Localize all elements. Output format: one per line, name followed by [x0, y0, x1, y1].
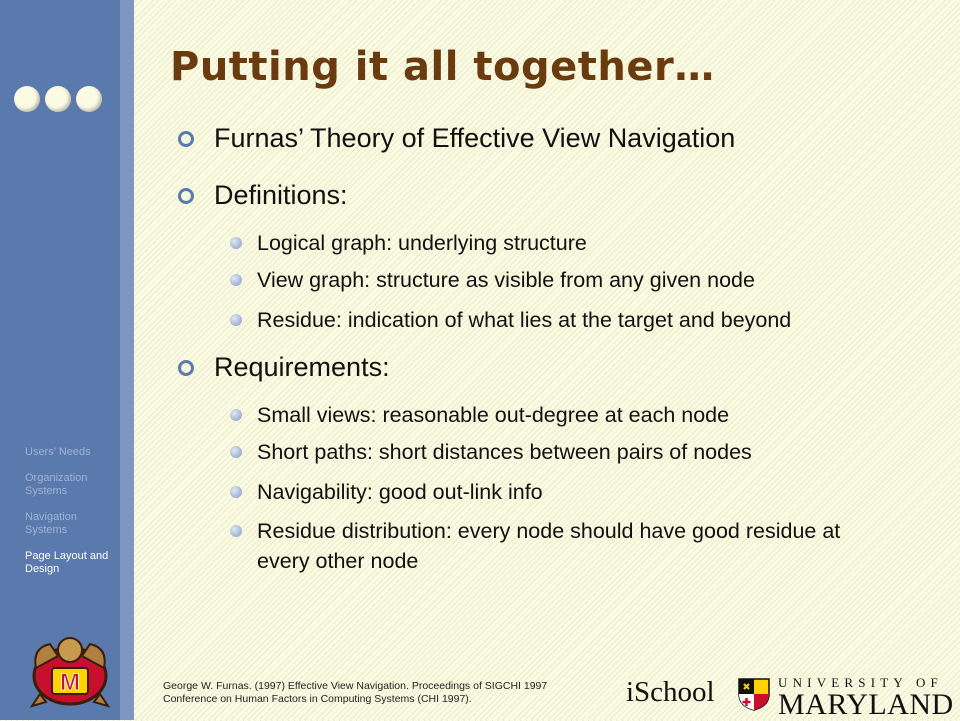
sub-point: [230, 228, 930, 258]
sub-point-text: Navigability: good out-link info: [257, 480, 543, 504]
maryland-flag-shield-icon: [736, 676, 772, 712]
sidebar-item-navigation-systems[interactable]: Navigation Systems: [25, 511, 77, 536]
main-point: [178, 352, 390, 383]
sub-point-text: Residue distribution: every node should have good residue at every other node: [257, 519, 841, 573]
sub-point-text: Logical graph: underlying structure: [257, 231, 587, 255]
sidebar-nav: [25, 446, 120, 589]
sub-point-text: View graph: structure as visible from any given node: [257, 268, 755, 292]
ischool-wordmark: iSchool: [626, 676, 715, 708]
dot-icon: [14, 86, 40, 112]
mascot-letter: M: [60, 669, 80, 696]
main-point-text: Furnas’ Theory of Effective View Navigation: [214, 123, 736, 153]
sidebar-item-page-layout[interactable]: Page Layout and Design: [25, 550, 109, 575]
sub-point: [230, 437, 930, 467]
dot-icon: [45, 86, 71, 112]
main-point: [178, 123, 735, 154]
dot-bullet-icon: [230, 446, 242, 458]
main-point-text: Definitions:: [214, 180, 348, 210]
terrapin-mascot-logo: [28, 628, 112, 712]
sub-point-text: Short paths: short distances between pairs of nodes: [257, 440, 752, 464]
dot-bullet-icon: [230, 237, 242, 249]
dot-bullet-icon: [230, 486, 242, 498]
dot-bullet-icon: [230, 274, 242, 286]
citation: George W. Furnas. (1997) Effective View Navigation. Proceedings of SIGCHI 1997 Conference on Human Factors in Computing Systems (CHI 1997).: [163, 680, 548, 705]
dot-bullet-icon: [230, 409, 242, 421]
sub-point: [230, 305, 930, 335]
sub-point-text: Small views: reasonable out-degree at each node: [257, 403, 730, 427]
slide-title: Putting it all together…: [170, 44, 715, 90]
sub-point: [230, 516, 870, 576]
ring-bullet-icon: [178, 131, 194, 147]
ring-bullet-icon: [178, 360, 194, 376]
main-point-text: Requirements:: [214, 352, 390, 382]
dot-bullet-icon: [230, 525, 242, 537]
sub-point-text: Residue: indication of what lies at the target and beyond: [257, 308, 792, 332]
sidebar-item-users-needs[interactable]: Users’ Needs: [25, 446, 91, 458]
sub-point: [230, 477, 930, 507]
university-of-text: UNIVERSITY OF: [778, 675, 943, 690]
sidebar-item-organization-systems[interactable]: Organization Systems: [25, 472, 88, 497]
university-wordmark: [778, 676, 954, 720]
sub-point: [230, 265, 930, 295]
sidebar-edge: [120, 0, 134, 720]
dot-icon: [76, 86, 102, 112]
dot-bullet-icon: [230, 314, 242, 326]
sub-point: [230, 400, 930, 430]
main-point: [178, 180, 348, 211]
ring-bullet-icon: [178, 188, 194, 204]
decorative-dots: [14, 86, 102, 112]
maryland-text: MARYLAND: [778, 688, 954, 721]
